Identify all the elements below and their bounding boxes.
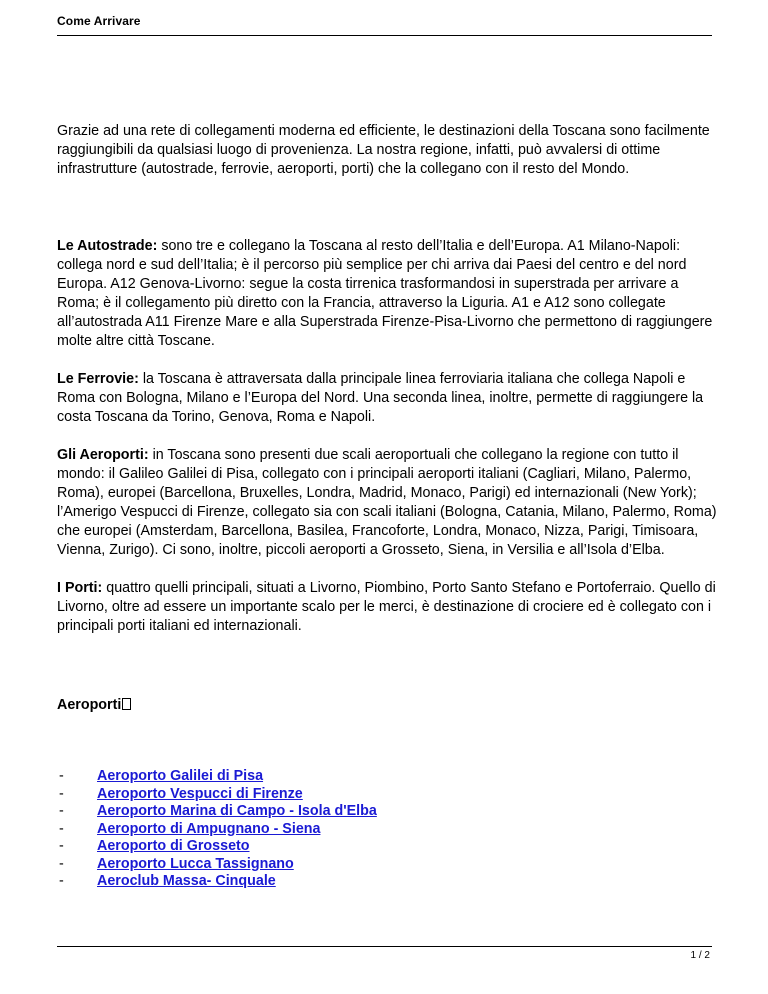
footer-divider — [57, 946, 712, 947]
link-aeroclub-massa[interactable]: Aeroclub Massa- Cinquale — [97, 873, 276, 889]
list-item — [57, 821, 717, 839]
link-aeroporto-pisa[interactable]: Aeroporto Galilei di Pisa — [97, 768, 264, 784]
bullet-dash: - — [59, 838, 64, 854]
airport-links-list — [57, 768, 717, 891]
missing-glyph-icon — [122, 698, 131, 710]
section-title: Gli Aeroporti: — [57, 447, 149, 463]
bullet-dash: - — [59, 803, 64, 819]
link-aeroporto-siena[interactable]: Aeroporto di Ampugnano - Siena — [97, 820, 321, 837]
section-title: I Porti: — [57, 580, 103, 596]
intro-paragraph: Grazie ad una rete di collegamenti moderna ed efficiente, le destinazioni della Toscana sono facilmente raggiungibili da qualsiasi luogo di provenienza. La nostra regione, infatti, può avvalersi di ottime infrastrutture (autostrade, ferrovie, aeroporti, porti) che la collegano con il resto del Mondo. — [57, 123, 710, 177]
list-item — [57, 838, 717, 856]
bullet-dash: - — [59, 785, 64, 802]
section-text: sono tre e collegano la Toscana al resto dell’Italia e dell’Europa. A1 Milano-Napoli: collega nord e sud dell’Italia; è il percorso più semplice per chi arriva dai Paesi del centro e del nord Europa. A12 Genova-Livorno: segue la costa tirrenica trasformandosi in superstrada per arrivare a Roma; è il collegamento più diretto con la Francia, attraverso la Liguria. A1 e A12 sono collegate all’autostrada A11 Firenze Mare e alla Superstrada Firenze-Pisa-Livorno che permettono di raggiungere molte altre città Toscane. — [57, 238, 713, 349]
list-item — [57, 768, 717, 786]
list-item — [57, 803, 717, 821]
header-divider — [57, 35, 712, 36]
page-header-title: Come Arrivare — [57, 14, 141, 28]
airports-heading-label: Aeroporti — [57, 697, 122, 713]
section-title: Le Ferrovie: — [57, 371, 139, 387]
link-aeroporto-elba[interactable]: Aeroporto Marina di Campo - Isola d'Elba — [97, 803, 377, 819]
section-aeroporti — [57, 446, 717, 560]
section-porti — [57, 579, 717, 636]
airports-heading — [57, 696, 717, 715]
list-item — [57, 873, 717, 891]
link-aeroporto-firenze[interactable]: Aeroporto Vespucci di Firenze — [97, 785, 303, 802]
section-text: quattro quelli principali, situati a Livorno, Piombino, Porto Santo Stefano e Portoferraio. Quello di Livorno, oltre ad essere un importante scalo per le merci, è destinazione di crociere ed è collegato con i principali porti italiani ed internazionali. — [57, 580, 716, 634]
document-body — [57, 122, 717, 891]
section-ferrovie — [57, 370, 717, 427]
list-item — [57, 856, 717, 874]
link-aeroporto-grosseto[interactable]: Aeroporto di Grosseto — [97, 838, 250, 854]
bullet-dash: - — [59, 855, 64, 872]
section-text: in Toscana sono presenti due scali aeroportuali che collegano la regione con tutto il mondo: il Galileo Galilei di Pisa, collegato con i principali aeroporti italiani (Cagliari, Milano, Palermo, Roma), europei (Barcellona, Bruxelles, Londra, Madrid, Monaco, Parigi) ed internazionali (New York); l’Amerigo Vespucci di Firenze, collegato sia con scali italiani (Bologna, Catania, Milano, Palermo, Roma) che europei (Amsterdam, Barcellona, Basilea, Francoforte, Londra, Monaco, Nizza, Parigi, Timisoara, Vienna, Zurigo). Ci sono, inoltre, piccoli aeroporti a Grosseto, Siena, in Versilia e all’Isola d’Elba. — [57, 447, 717, 558]
list-item — [57, 786, 717, 804]
section-title: Le Autostrade: — [57, 238, 158, 254]
bullet-dash: - — [59, 820, 64, 837]
page-number: 1 / 2 — [690, 950, 710, 961]
bullet-dash: - — [59, 768, 64, 784]
section-text: la Toscana è attraversata dalla principale linea ferroviaria italiana che collega Napoli e Roma con Bologna, Milano e l’Europa del Nord. Una seconda linea, inoltre, permette di raggiungere la costa Toscana da Torino, Genova, Roma e Napoli. — [57, 371, 704, 425]
section-autostrade — [57, 237, 717, 351]
link-aeroporto-lucca[interactable]: Aeroporto Lucca Tassignano — [97, 855, 294, 872]
bullet-dash: - — [59, 873, 64, 889]
